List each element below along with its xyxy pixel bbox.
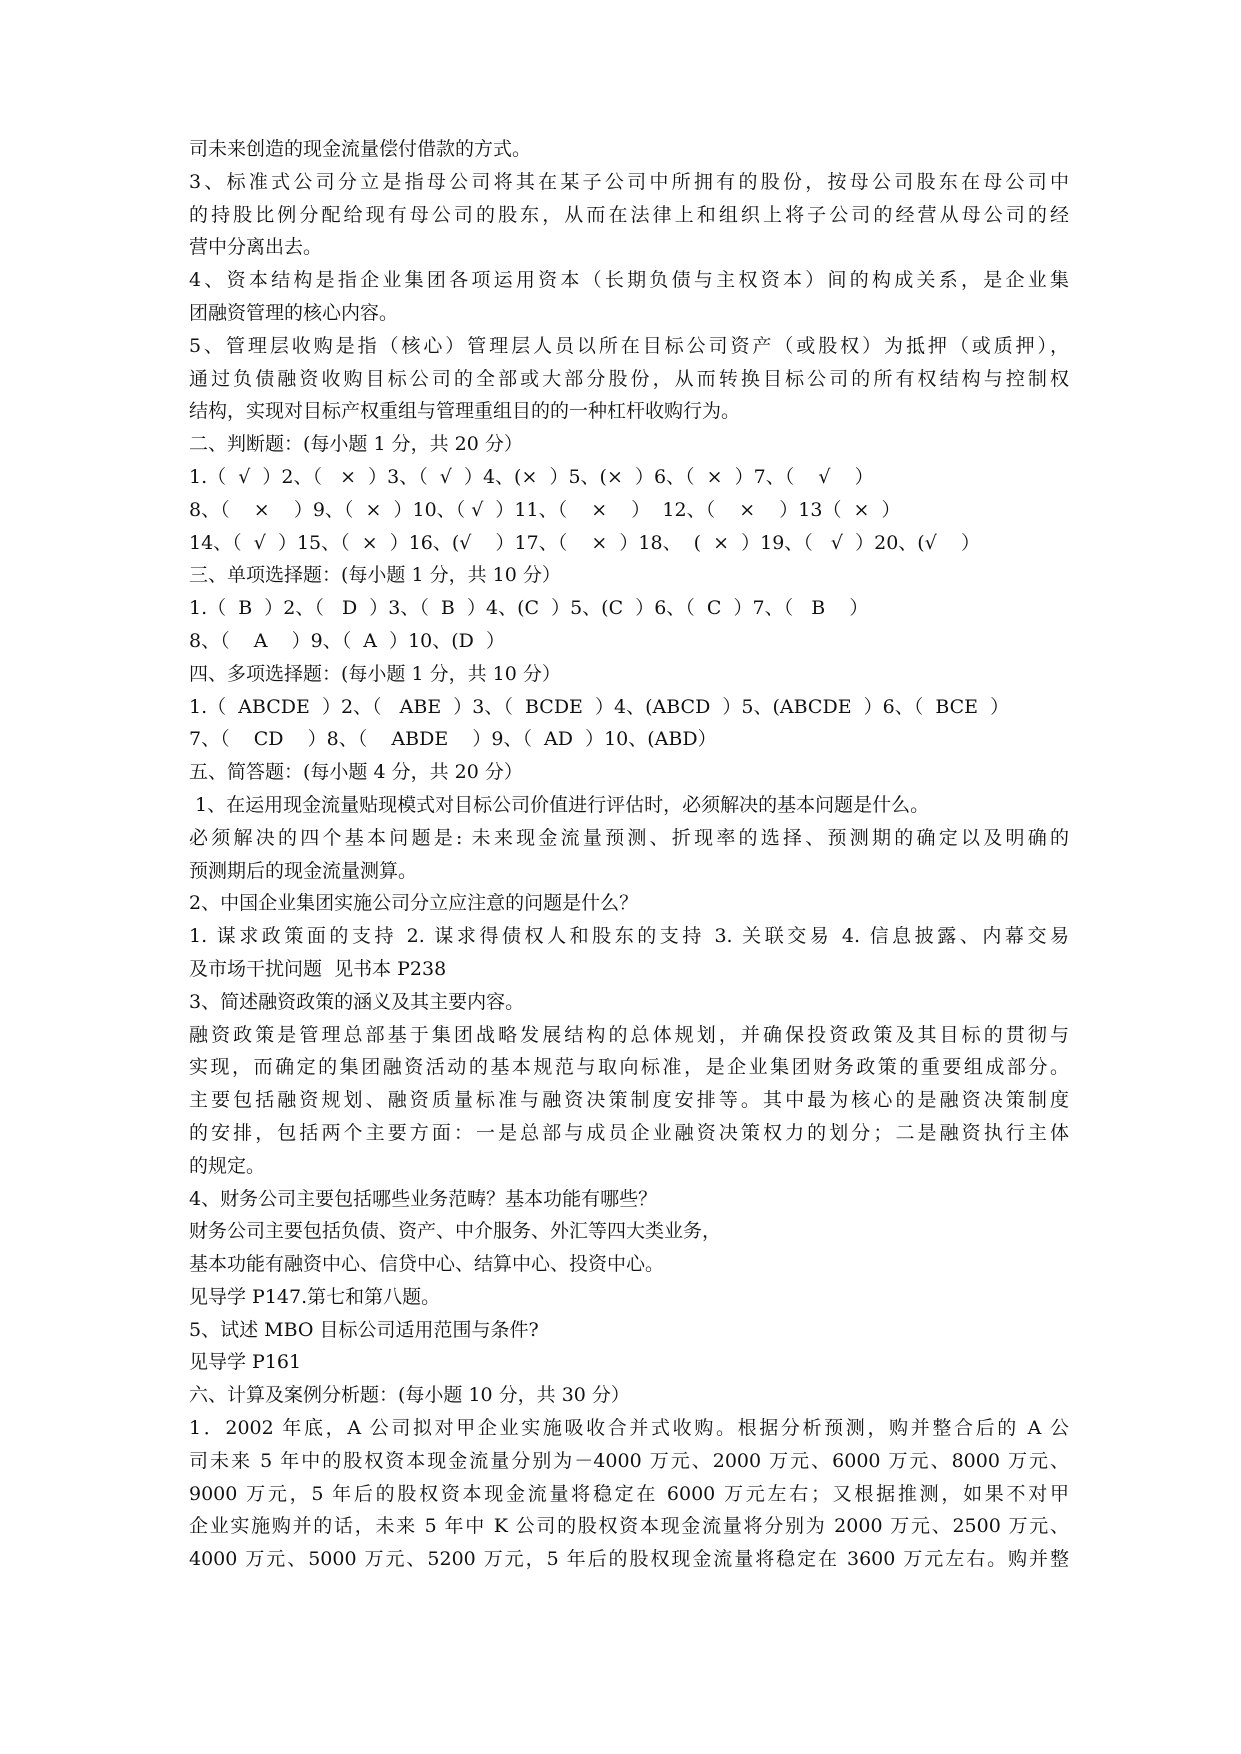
text-line: 企业实施购并的话，未来 5 年中 K 公司的股权资本现金流量将分别为 2000 万元、2500 万元、 — [189, 1515, 1069, 1538]
text-line: 融资政策是管理总部基于集团战略发展结构的总体规划，并确保投资政策及其目标的贯彻与 — [189, 1023, 1069, 1046]
text-line: 8、（ A ）9、（ A ）10、(D ） — [189, 629, 505, 652]
text-line: 1.（ ABCDE ）2、（ ABE ）3、（ BCDE ）4、(ABCD ）5、(ABCDE ）6、（ BCE ） — [189, 695, 1010, 718]
text-line: 必须解决的四个基本问题是: 未来现金流量预测、折现率的选择、预测期的确定以及明确的 — [189, 826, 1069, 849]
text-line: 8、（ × ）9、（ × ）10、（ √ ）11、（ × ） 12、（ × ）13（ × ） — [189, 498, 901, 521]
text-line: 1、在运用现金流量贴现模式对目标公司价值进行评估时，必须解决的基本问题是什么。 — [189, 793, 930, 816]
text-line: 见导学 P161 — [189, 1351, 302, 1374]
text-line: 5、试述 MBO 目标公司适用范围与条件? — [189, 1318, 539, 1341]
text-line: 司未来 5 年中的股权资本现金流量分别为－4000 万元、2000 万元、6000 万元、8000 万元、 — [189, 1449, 1069, 1472]
text-line: 结构，实现对目标产权重组与管理重组目的的一种杠杆收购行为。 — [189, 400, 741, 423]
text-line: 1.（ B ）2、（ D ）3、（ B ）4、(C ）5、(C ）6、（ C ）7、（ B ） — [189, 597, 869, 620]
text-line: 财务公司主要包括负债、资产、中介服务、外汇等四大类业务， — [189, 1220, 722, 1243]
text-line: 主要包括融资规划、融资质量标准与融资决策制度安排等。其中最为核心的是融资决策制度 — [189, 1089, 1069, 1112]
text-line: 二、判断题：(每小题 1 分，共 20 分） — [189, 433, 523, 456]
text-line: 的持股比例分配给现有母公司的股东，从而在法律上和组织上将子公司的经营从母公司的经 — [189, 203, 1069, 226]
text-line: 9000 万元，5 年后的股权资本现金流量将稳定在 6000 万元左右；又根据推测，如果不对甲 — [189, 1482, 1069, 1505]
text-line: 3、简述融资政策的涵义及其主要内容。 — [189, 990, 525, 1013]
text-line: 三、单项选择题：(每小题 1 分，共 10 分） — [189, 564, 561, 587]
text-line: 见导学 P147.第七和第八题。 — [189, 1285, 441, 1308]
document-page — [189, 133, 1069, 1576]
text-line: 3、标准式公司分立是指母公司将其在某子公司中所拥有的股份，按母公司股东在母公司中 — [189, 170, 1069, 193]
text-line: 团融资管理的核心内容。 — [189, 301, 399, 324]
text-line: 司未来创造的现金流量偿付借款的方式。 — [189, 138, 532, 160]
text-line: 4、财务公司主要包括哪些业务范畴？基本功能有哪些？ — [189, 1187, 658, 1210]
text-line: 5、管理层收购是指（核心）管理层人员以所在目标公司资产（或股权）为抵押（或质押）， — [189, 334, 1069, 357]
text-line: 预测期后的现金流量测算。 — [189, 859, 418, 882]
text-line: 基本功能有融资中心、信贷中心、结算中心、投资中心。 — [189, 1253, 665, 1276]
text-line: 14、（ √ ）15、（ × ）16、(√ ）17、（ × ）18、 ( × ）19、（ √ ）20、(√ ） — [189, 531, 980, 554]
text-line: 的规定。 — [189, 1154, 266, 1177]
text-line: 实现，而确定的集团融资活动的基本规范与取向标准，是企业集团财务政策的重要组成部分。 — [189, 1056, 1069, 1079]
text-line: 的安排，包括两个主要方面：一是总部与成员企业融资决策权力的划分；二是融资执行主体 — [189, 1121, 1069, 1144]
text-line: 四、多项选择题：(每小题 1 分，共 10 分） — [189, 662, 561, 685]
text-line: 1.（ √ ）2、（ × ）3、（ √ ）4、(× ）5、(× ）6、（ × ）7、（ √ ） — [189, 465, 874, 488]
text-line: 六、计算及案例分析题：(每小题 10 分，共 30 分） — [189, 1384, 630, 1407]
text-line: 2、中国企业集团实施公司分立应注意的问题是什么？ — [189, 892, 639, 915]
text-line: 及市场干扰问题 见书本 P238 — [189, 957, 447, 980]
text-line: 五、简答题：(每小题 4 分，共 20 分） — [189, 761, 523, 784]
text-line: 4000 万元、5000 万元、5200 万元，5 年后的股权现金流量将稳定在 3600 万元左右。购并整 — [189, 1548, 1069, 1571]
text-line: 4、资本结构是指企业集团各项运用资本（长期负债与主权资本）间的构成关系，是企业集 — [189, 269, 1069, 292]
text-line: 1. 谋求政策面的支持 2. 谋求得债权人和股东的支持 3. 关联交易 4. 信息披露、内幕交易 — [189, 925, 1069, 948]
text-line: 1．2002 年底，A 公司拟对甲企业实施吸收合并式收购。根据分析预测，购并整合后的 A 公 — [189, 1417, 1069, 1440]
text-line: 7、（ CD ）8、（ ABDE ）9、（ AD ）10、(ABD） — [189, 728, 717, 751]
text-line: 营中分离出去。 — [189, 236, 323, 259]
text-line: 通过负债融资收购目标公司的全部或大部分股份，从而转换目标公司的所有权结构与控制权 — [189, 367, 1069, 390]
